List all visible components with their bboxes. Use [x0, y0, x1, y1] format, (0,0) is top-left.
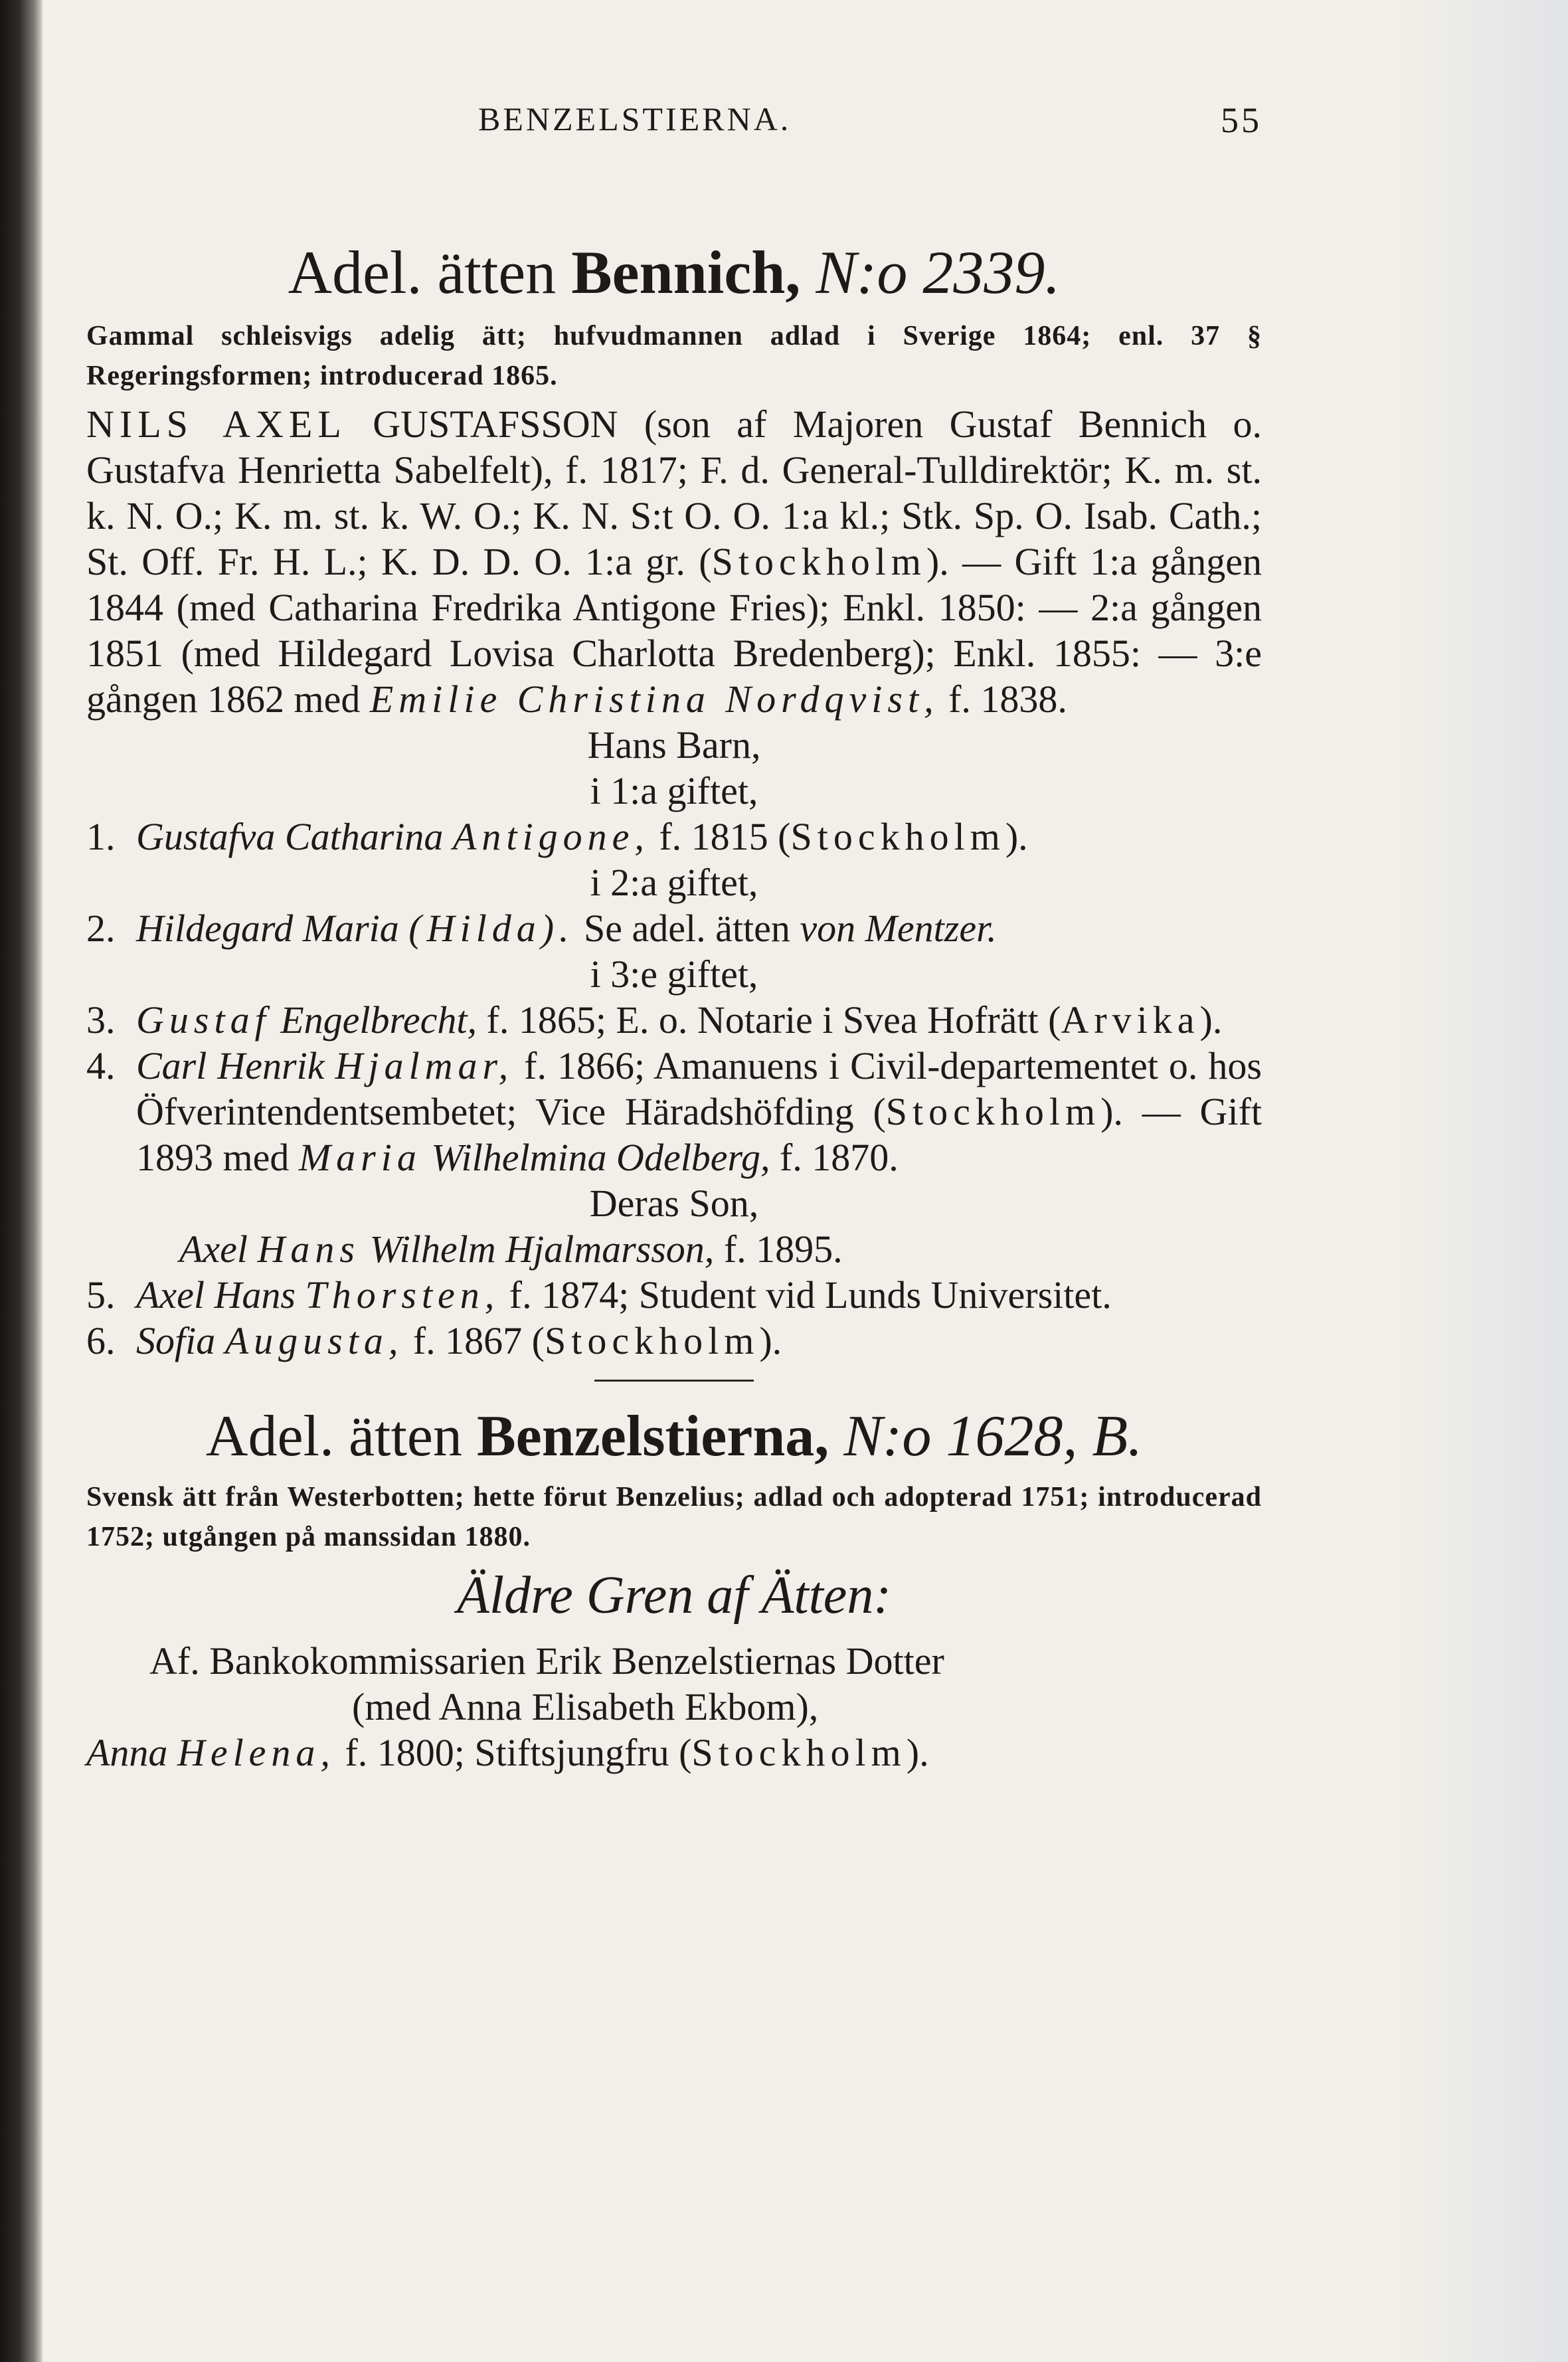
spouse-name: Wilhelmina Odelberg,: [431, 1136, 770, 1179]
running-title: BENZELSTIERNA.: [478, 100, 792, 137]
bennich-title-family: Bennich,: [571, 238, 801, 306]
child-name: Sofia: [136, 1319, 216, 1362]
child-place: Arvika: [1061, 998, 1200, 1042]
benzelstierna-title-prefix: Adel. ätten: [205, 1404, 462, 1469]
head-text: GUSTAFSSON (son af Majoren Gustaf Bennich o. Gustafva Henrietta Sabelfelt), f. 1817; F. d. General-Tulldirektör; K. m. st. k. N. O.; K. m. st. k. W. O.; K. N. S:t O. O. 1:a kl.; Stk. Sp. O. Isab. Cath.; St. Off. Fr. H. L.; K. D. D. O. 1:a gr. (: [86, 403, 1262, 583]
benzelstierna-intro: Svensk ätt från Westerbotten; hette förut Benzelius; adlad och adopterad 1751; introducerad 1752; utgången på manssidan 1880.: [86, 1482, 1262, 1552]
child-entry: 6. Sofia Augusta, f. 1867 (Stockholm).: [86, 1319, 782, 1362]
head-name: NILS AXEL: [86, 403, 347, 446]
children-heading: Hans Barn,: [587, 723, 761, 767]
daughter-parent-line: Af. Bankokommissarien Erik Benzelstiernas Dotter: [149, 1639, 944, 1682]
child-place: Stockholm: [885, 1090, 1101, 1133]
daughter-mother-line: (med Anna Elisabeth Ekbom),: [352, 1685, 819, 1728]
child-entry: 1. Gustafva Catharina Antigone, f. 1815 (Stockholm).: [86, 815, 1028, 858]
child-name: Engelbrecht,: [280, 998, 477, 1042]
head-text3: f. 1838.: [948, 678, 1067, 721]
child-spaced-name: Gustaf: [136, 998, 271, 1042]
running-header: [86, 100, 1262, 159]
child-place: Stockholm: [545, 1319, 760, 1362]
child-name: Gustafva Catharina: [136, 815, 444, 858]
branch-heading: Äldre Gren af Ätten:: [457, 1566, 891, 1625]
page-edge-tint: [1395, 0, 1568, 2362]
child-spaced-name: Thorsten,: [305, 1273, 500, 1317]
marriage-3-heading: i 3:e giftet,: [590, 953, 758, 996]
child-spaced-name: Antigone,: [452, 815, 650, 858]
third-wife: Emilie Christina Nordqvist,: [369, 678, 939, 721]
head-text2: ). — Gift 1:a gången 1844 (med Catharina Fredrika Antigone Fries); Enkl. 1850: — 2:a gången 1851 (med Hildegard Lovisa Charlotta Bredenberg); Enkl. 1855: — 3:e gången 1862 med: [86, 540, 1263, 721]
child-entry: 4. Carl Henrik Hjalmar, f. 1866; Amanuens i Civil-departementet o. hos Öfverintendentsembetet; Vice Häradshöfding (Stockholm). — Gift 1893 med Maria Wilhelmina Odelberg, f. 1870.: [86, 1044, 1262, 1179]
marriage-1-heading: i 1:a giftet,: [590, 769, 758, 812]
bennich-intro: Gammal schleisvigs adelig ätt; hufvudmannen adlad i Sverige 1864; enl. 37 § Regeringsformen; introducerad 1865.: [86, 321, 1262, 391]
grandson-entry: Axel Hans Wilhelm Hjalmarsson, f. 1895.: [179, 1227, 843, 1271]
benzelstierna-title: [86, 1400, 1262, 1473]
child-entry: 5. Axel Hans Thorsten, f. 1874; Student vid Lunds Universitet.: [86, 1273, 1112, 1317]
child-entry: 2. Hildegard Maria (Hilda). Se adel. ätten von Mentzer.: [86, 907, 997, 950]
spouse-spaced-name: Maria: [298, 1136, 422, 1179]
bennich-title-prefix: Adel. ätten: [288, 238, 557, 306]
child-spaced-name: (Hilda).: [408, 907, 574, 950]
bennich-title-number: N:o 2339.: [816, 238, 1061, 306]
head-place: Stockholm: [711, 540, 926, 583]
son-heading: Deras Son,: [589, 1182, 759, 1225]
book-spine-shadow: [0, 0, 43, 2362]
benzelstierna-title-number: N:o 1628, B.: [843, 1404, 1143, 1469]
bennich-title: [86, 232, 1262, 312]
page-number: 55: [1221, 100, 1262, 140]
child-name: Carl Henrik: [136, 1044, 325, 1087]
benzelstierna-title-family: Benzelstierna,: [476, 1404, 829, 1469]
child-name: Axel Hans: [136, 1273, 296, 1317]
marriage-2-heading: i 2:a giftet,: [590, 861, 758, 904]
section-divider: [594, 1380, 754, 1382]
bennich-head-entry: [86, 401, 1262, 722]
book-page: [86, 100, 1262, 1775]
child-entry: 3. Gustaf Engelbrecht, f. 1865; E. o. Notarie i Svea Hofrätt (Arvika).: [86, 998, 1223, 1042]
child-spaced-name: Hjalmar,: [335, 1044, 514, 1087]
child-name: Hildegard Maria: [136, 907, 399, 950]
child-spaced-name: Augusta,: [224, 1319, 404, 1362]
child-place: Stockholm: [790, 815, 1005, 858]
daughter-entry: Anna Helena, f. 1800; Stiftsjungfru (Stockholm).: [86, 1731, 929, 1774]
child-reference: von Mentzer.: [800, 907, 997, 950]
